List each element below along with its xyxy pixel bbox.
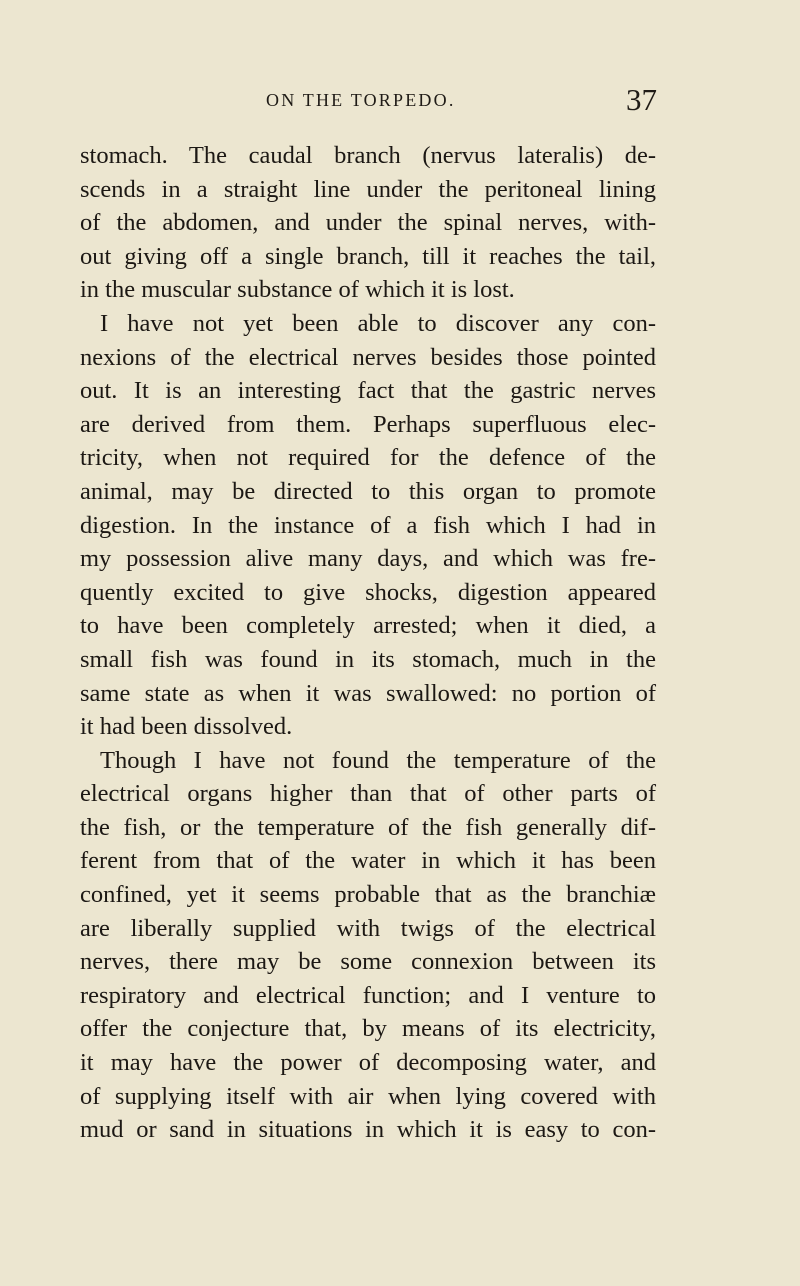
- running-title: ON THE TORPEDO.: [266, 90, 456, 110]
- text-line: I have not yet been able to discover any con-: [100, 309, 656, 337]
- text-line: ferent from that of the water in which it has been: [80, 847, 656, 875]
- text-line: my possession alive many days, and which was fre-: [80, 545, 656, 573]
- text-line: nerves, there may be some connexion between its: [80, 948, 656, 976]
- text-line: digestion. In the instance of a fish which I had in: [80, 511, 656, 539]
- text-line: animal, may be directed to this organ to promote: [80, 477, 656, 505]
- body-text: [80, 139, 656, 1147]
- text-line: of supplying itself with air when lying covered with: [80, 1082, 656, 1110]
- text-line: tricity, when not required for the defence of the: [80, 444, 656, 472]
- text-line: out. It is an interesting fact that the gastric nerves: [80, 377, 656, 405]
- text-line: small fish was found in its stomach, much in the: [80, 645, 656, 673]
- text-line: electrical organs higher than that of other parts of: [80, 780, 656, 808]
- text-line: confined, yet it seems probable that as the branchiæ: [80, 881, 656, 909]
- text-line: are derived from them. Perhaps superfluous elec-: [80, 410, 656, 438]
- text-line: of the abdomen, and under the spinal nerves, with-: [80, 209, 656, 237]
- text-line: in the muscular substance of which it is lost.: [80, 276, 515, 304]
- text-line: it had been dissolved.: [80, 713, 293, 741]
- text-line: it may have the power of decomposing water, and: [80, 1049, 656, 1077]
- text-line: mud or sand in situations in which it is easy to con-: [80, 1116, 656, 1144]
- text-line: are liberally supplied with twigs of the electrical: [80, 914, 656, 942]
- text-line: scends in a straight line under the peritoneal lining: [80, 175, 656, 203]
- text-line: offer the conjecture that, by means of its electricity,: [80, 1015, 656, 1043]
- text-line: Though I have not found the temperature of the: [100, 746, 656, 774]
- text-line: stomach. The caudal branch (nervus lateralis) de-: [80, 142, 656, 169]
- text-line: the fish, or the temperature of the fish generally dif-: [80, 813, 656, 841]
- text-line: nexions of the electrical nerves besides those pointed: [80, 343, 656, 371]
- text-line: same state as when it was swallowed: no portion of: [80, 679, 656, 707]
- page-number: 37: [626, 82, 657, 117]
- text-line: quently excited to give shocks, digestion appeared: [80, 578, 656, 606]
- text-line: out giving off a single branch, till it reaches the tail,: [80, 242, 656, 270]
- text-line: respiratory and electrical function; and I venture to: [80, 981, 656, 1009]
- running-head: [0, 82, 800, 118]
- text-line: to have been completely arrested; when it died, a: [80, 612, 656, 640]
